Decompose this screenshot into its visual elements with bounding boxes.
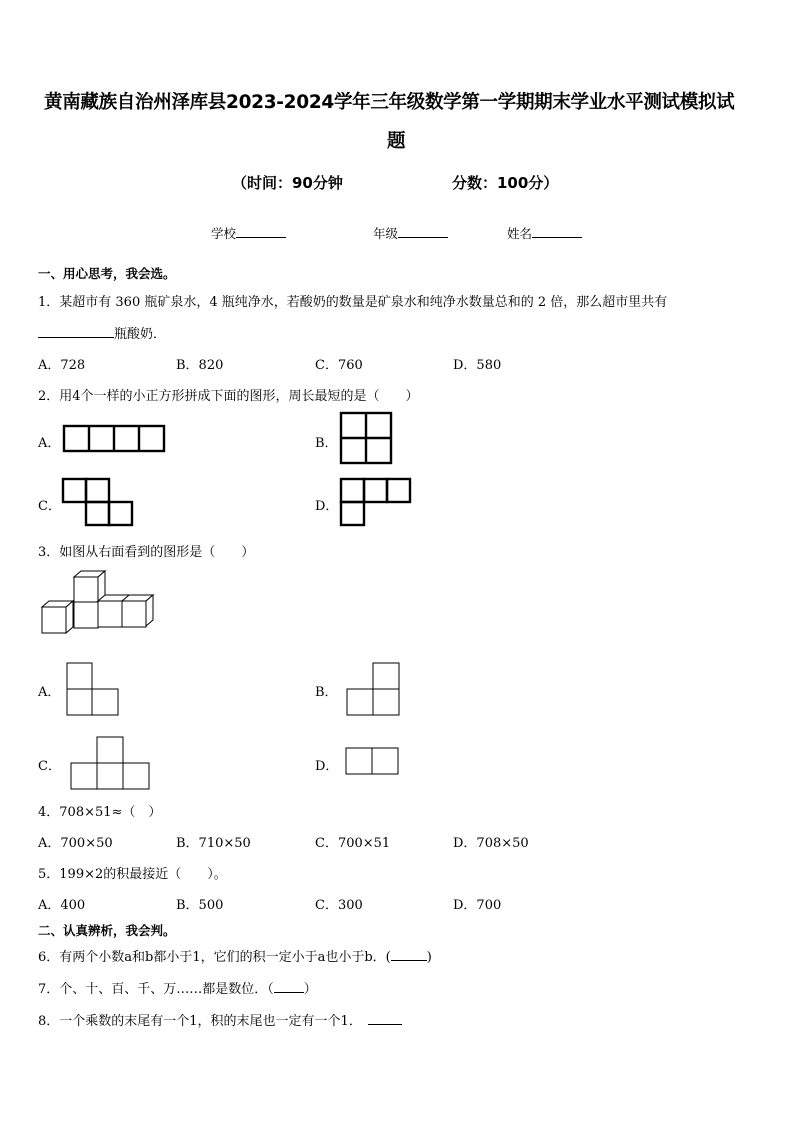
school-field <box>211 224 286 242</box>
q2-figure-d <box>339 477 415 527</box>
q1-text-line1: 1．某超市有 360 瓶矿泉水，4 瓶纯净水，若酸奶的数量是矿泉水和纯净水数量总和的 2 倍，那么超市里共有 <box>38 295 668 310</box>
q3-option-a-label[interactable]: A． <box>38 685 61 700</box>
q7-text: 7．个、十、百、千、万……都是数位．（ <box>38 982 274 997</box>
q3-figure-c <box>70 736 152 791</box>
q8-answer-blank[interactable] <box>368 1024 402 1025</box>
section1-heading: 一、用心思考，我会选。 <box>38 266 176 281</box>
grade-blank[interactable] <box>398 237 448 238</box>
q1-option-b[interactable]: B．820 <box>176 358 224 373</box>
q4-option-c[interactable]: C．700×51 <box>315 836 391 851</box>
q4-option-d[interactable]: D．708×50 <box>453 836 529 851</box>
q6-text: 6．有两个小数a和b都小于1，它们的积一定小于a也小于b．( <box>38 950 391 965</box>
school-blank[interactable] <box>236 237 286 238</box>
q1-text-line2 <box>38 323 166 342</box>
q5-option-a[interactable]: A．400 <box>38 898 86 913</box>
q3-text: 3．如图从右面看到的图形是（ ） <box>38 545 255 560</box>
q3-figure-b <box>346 662 402 717</box>
q8-text: 8．一个乘数的末尾有一个1，积的末尾也一定有一个1． <box>38 1014 362 1029</box>
section2-heading: 二、认真辨析，我会判。 <box>38 923 176 938</box>
q1-option-c[interactable]: C．760 <box>315 358 363 373</box>
q8-line <box>38 1010 402 1029</box>
q3-option-c-label[interactable]: C． <box>38 759 61 774</box>
q7-answer-blank[interactable] <box>274 992 304 993</box>
q1-option-a[interactable]: A．728 <box>38 358 86 373</box>
q4-option-b[interactable]: B．710×50 <box>176 836 251 851</box>
q1-suffix: 瓶酸奶． <box>114 327 167 342</box>
q3-option-d-label[interactable]: D． <box>315 759 339 774</box>
q1-answer-blank[interactable] <box>38 337 114 338</box>
grade-label: 年级 <box>373 226 399 241</box>
q3-option-b-label[interactable]: B． <box>315 685 338 700</box>
q4-option-a[interactable]: A．700×50 <box>38 836 113 851</box>
exam-score: 分数：100分） <box>452 174 559 192</box>
q5-option-b[interactable]: B．500 <box>176 898 224 913</box>
q2-figure-b <box>339 411 393 465</box>
name-label: 姓名 <box>507 226 533 241</box>
q2-figure-a <box>62 424 166 454</box>
q6-answer-blank[interactable] <box>391 960 427 961</box>
q1-option-d[interactable]: D．580 <box>453 358 502 373</box>
q6-line <box>38 946 432 965</box>
q2-option-b-label[interactable]: B． <box>315 436 338 451</box>
q2-option-c-label[interactable]: C． <box>38 499 61 514</box>
q2-option-a-label[interactable]: A． <box>38 436 61 451</box>
q3-cube-stack-figure <box>40 570 155 638</box>
q7-suffix: ） <box>303 982 317 997</box>
q5-option-c[interactable]: C．300 <box>315 898 363 913</box>
school-label: 学校 <box>211 226 237 241</box>
q7-line <box>38 978 317 997</box>
q3-figure-a <box>66 662 120 717</box>
q6-suffix: ) <box>426 950 432 965</box>
page-title-line1: 黄南藏族自治州泽库县2023-2024学年三年级数学第一学期期末学业水平测试模拟试 <box>44 92 735 113</box>
name-field <box>507 224 582 242</box>
q3-figure-d <box>345 747 401 777</box>
q4-text: 4．708×51≈（ ） <box>38 805 162 820</box>
grade-field <box>373 224 448 242</box>
exam-time: （时间：90分钟 <box>232 174 343 192</box>
page-title-line2: 题 <box>387 131 406 152</box>
q2-figure-c <box>61 477 137 527</box>
name-blank[interactable] <box>532 237 582 238</box>
q5-text: 5．199×2的积最接近（ ）。 <box>38 867 227 882</box>
q5-option-d[interactable]: D．700 <box>453 898 502 913</box>
q2-option-d-label[interactable]: D． <box>315 499 339 514</box>
q2-text: 2．用4个一样的小正方形拼成下面的图形，周长最短的是（ ） <box>38 389 419 404</box>
